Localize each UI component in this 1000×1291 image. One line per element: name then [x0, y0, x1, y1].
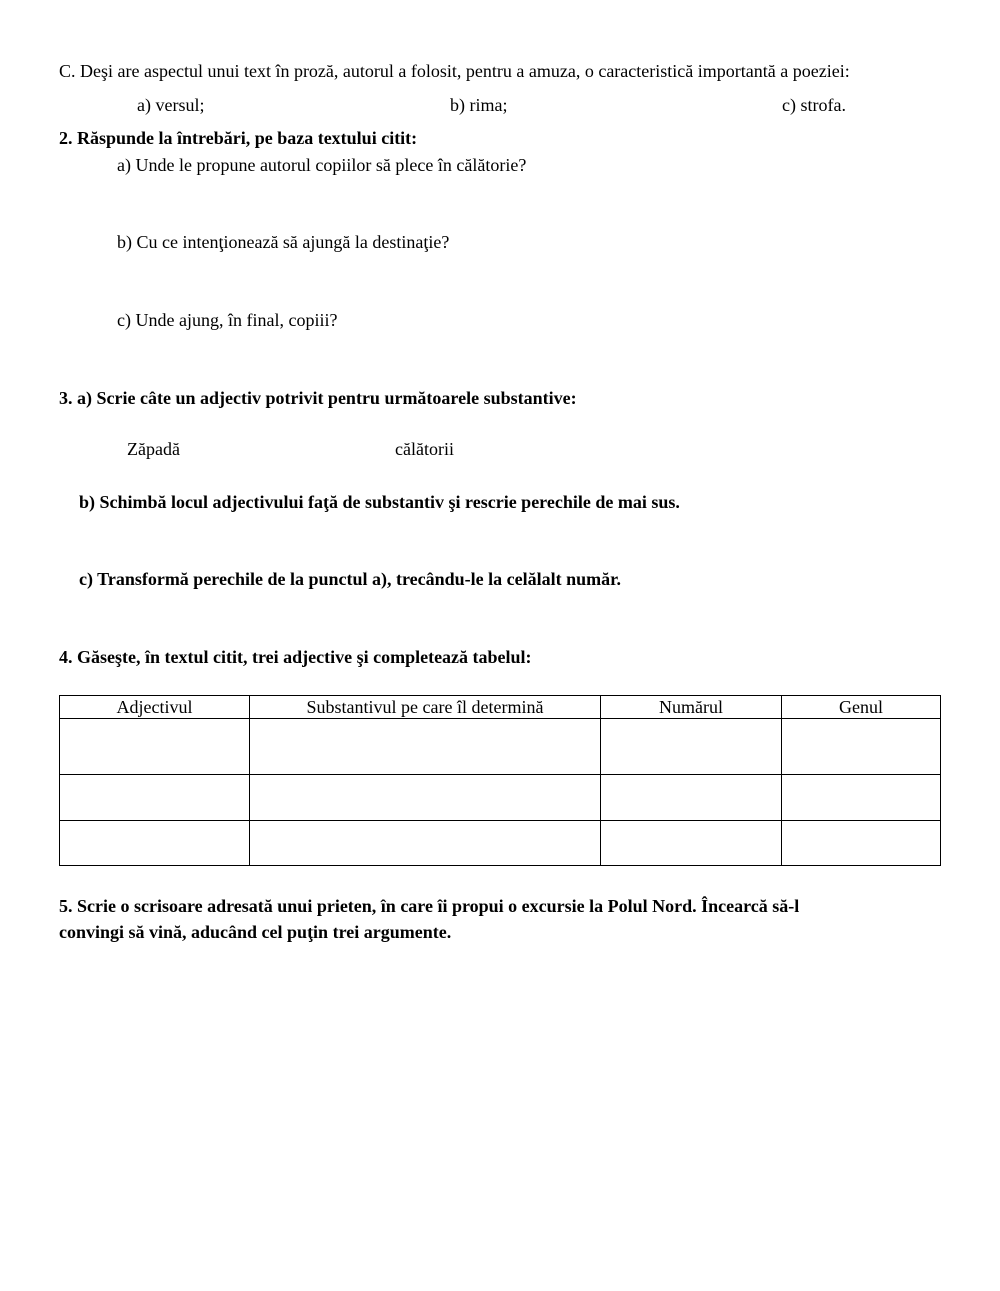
question-4-title: 4. Găseşte, în textul citit, trei adjective şi completează tabelul: [59, 647, 532, 667]
header-genul: Genul [782, 696, 941, 719]
question-1c-prompt: C. Deşi are aspectul unui text în proză, autorul a folosit, pentru a amuza, o caracteristică importantă a poeziei: [59, 61, 850, 81]
table-cell[interactable] [250, 821, 601, 866]
table-row [60, 719, 941, 775]
table-header-row [60, 696, 941, 719]
header-adjectivul: Adjectivul [60, 696, 250, 719]
table-cell[interactable] [782, 775, 941, 821]
table-cell[interactable] [601, 775, 782, 821]
question-2a: a) Unde le propune autorul copiilor să plece în călătorie? [117, 155, 527, 175]
noun-zapada: Zăpadă [127, 439, 180, 459]
question-2c: c) Unde ajung, în final, copiii? [117, 310, 338, 330]
table-cell[interactable] [782, 719, 941, 775]
table-cell[interactable] [60, 719, 250, 775]
table-row [60, 821, 941, 866]
question-3a: 3. a) Scrie câte un adjectiv potrivit pentru următoarele substantive: [59, 388, 577, 408]
table-cell[interactable] [601, 719, 782, 775]
header-substantivul: Substantivul pe care îl determină [250, 696, 601, 719]
header-numarul: Numărul [601, 696, 782, 719]
table-cell[interactable] [60, 775, 250, 821]
option-a: a) versul; [137, 95, 205, 115]
question-3c: c) Transformă perechile de la punctul a), trecându-le la celălalt număr. [79, 569, 621, 589]
table-cell[interactable] [782, 821, 941, 866]
question-5-line2: convingi să vină, aducând cel puţin trei argumente. [59, 922, 452, 942]
noun-calatorii: călătorii [395, 439, 454, 459]
option-b: b) rima; [450, 95, 508, 115]
table-cell[interactable] [250, 719, 601, 775]
question-5-line1: 5. Scrie o scrisoare adresată unui prieten, în care îi propui o excursie la Polul Nord. Încearcă să-l [59, 896, 800, 916]
table-cell[interactable] [250, 775, 601, 821]
option-c: c) strofa. [782, 95, 846, 115]
table-cell[interactable] [60, 821, 250, 866]
question-2b: b) Cu ce intenţionează să ajungă la destinaţie? [117, 232, 450, 252]
table-row [60, 775, 941, 821]
question-3b: b) Schimbă locul adjectivului faţă de substantiv şi rescrie perechile de mai sus. [79, 492, 680, 512]
adjective-table [59, 695, 941, 866]
table-cell[interactable] [601, 821, 782, 866]
question-2-title: 2. Răspunde la întrebări, pe baza textului citit: [59, 128, 418, 148]
